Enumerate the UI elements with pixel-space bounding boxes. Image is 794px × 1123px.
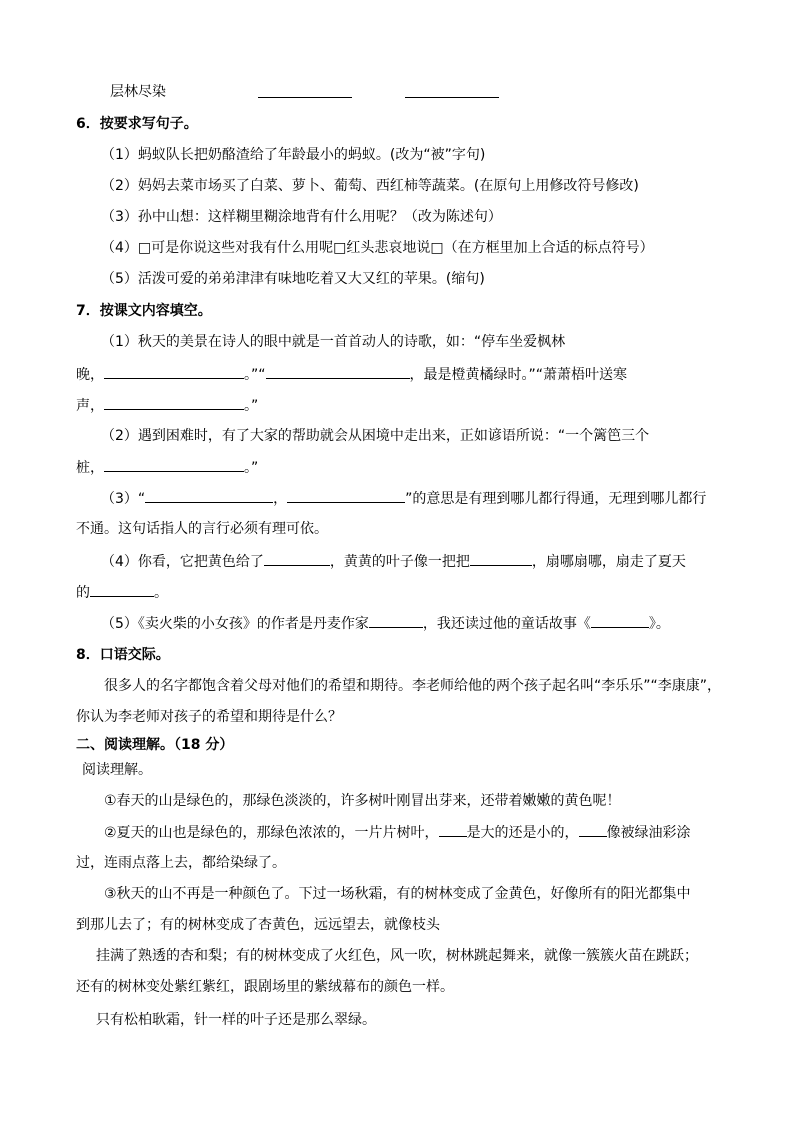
passage-paragraph-3-line1: ③秋天的山不再是一种颜色了。下过一场秋霜，有的树林变成了金黄色，好像所有的阳光都集中 [104, 886, 691, 902]
q7-part2-line1: （2）遇到困难时，有了大家的帮助就会从困境中走出来，正如谚语所说：“一个篱笆三个 [101, 428, 650, 444]
answer-blank[interactable] [579, 822, 607, 837]
text: 。”“ [244, 367, 266, 383]
passage-paragraph-3-line4: 还有的树林变处紫红紫红，跟剧场里的紫绒幕布的颜色一样。 [76, 979, 454, 995]
question-6-item-1: （1）蚂蚁队长把奶酪渣给了年龄最小的蚂蚁。(改为“被”字句) [101, 147, 486, 163]
text: ，扇哪扇哪，扇走了夏天 [531, 554, 686, 570]
section-2-heading: 二、阅读理解。（18 分） [76, 737, 234, 753]
question-6-item-3: （3）孙中山想：这样糊里糊涂地背有什么用呢？（改为陈述句） [101, 209, 502, 225]
q7-part1-line1: （1）秋天的美景在诗人的眼中就是一首首动人的诗歌，如：“停车坐爱枫林 [101, 334, 566, 350]
text: ，最是橙黄橘绿时。”“萧萧梧叶送寒 [409, 367, 628, 383]
answer-blank[interactable] [104, 364, 244, 379]
answer-blank[interactable] [264, 551, 330, 566]
question-6-item-2: （2）妈妈去菜市场买了白菜、萝卜、葡萄、西红柿等蔬菜。(在原句上用修改符号修改) [101, 178, 639, 194]
passage-paragraph-2-line2: 过，连雨点落上去，都给染绿了。 [76, 855, 286, 871]
text: （5）《卖火柴的小女孩》的作者是丹麦作家 [101, 616, 369, 632]
q7-part1-line3 [76, 395, 258, 416]
answer-blank[interactable] [287, 488, 405, 503]
q7-part4-line1 [101, 551, 686, 572]
answer-blank[interactable] [266, 364, 410, 379]
text: （3）“ [101, 491, 146, 507]
question-6-heading: 6．按要求写句子。 [76, 116, 198, 132]
text: 。 [154, 585, 168, 601]
q8-line2: 你认为李老师对孩子的希望和期待是什么？ [76, 709, 342, 725]
q7-part4-line2 [76, 582, 168, 603]
q8-line1: 很多人的名字都饱含着父母对他们的希望和期待。李老师给他的两个孩子起名叫“李乐乐”“李康康”， [104, 678, 722, 694]
question-6-item-4: （4）□可是你说这些对我有什么用呢□红头悲哀地说□（在方框里加上合适的标点符号） [101, 240, 654, 256]
text: ， [273, 491, 288, 507]
answer-blank[interactable] [470, 551, 532, 566]
passage-paragraph-1: ①春天的山是绿色的，那绿色淡淡的，许多树叶刚冒出芽来，还带着嫩嫩的黄色呢！ [104, 793, 621, 809]
answer-blank[interactable] [439, 822, 467, 837]
text: 》。 [648, 616, 670, 632]
q7-part1-line2 [76, 364, 627, 385]
passage-paragraph-3-line3: 挂满了熟透的杏和梨；有的树林变成了火红色，风一吹，树林跳起舞来，就像一簇簇火苗在跳跃； [96, 948, 698, 964]
text: 晚， [76, 367, 104, 383]
section-2-subheading: 阅读理解。 [82, 762, 152, 778]
question-6-item-5: （5）活泼可爱的弟弟津津有味地吃着又大又红的苹果。(缩句) [101, 271, 485, 287]
answer-blank[interactable] [104, 395, 244, 410]
answer-blank[interactable] [591, 613, 649, 628]
answer-blank[interactable] [405, 97, 499, 98]
text: 声， [76, 398, 104, 414]
text: ，我还读过他的童话故事《 [422, 616, 591, 632]
text: 。” [244, 398, 259, 414]
text: ，黄黄的叶子像一把把 [329, 554, 470, 570]
passage-paragraph-2-line1 [104, 822, 691, 843]
text: 是大的还是小的， [466, 825, 579, 841]
text: ②夏天的山也是绿色的，那绿色浓浓的，一片片树叶， [104, 825, 439, 841]
q7-part3-line1 [101, 488, 706, 509]
answer-blank[interactable] [258, 97, 352, 98]
text: 。” [244, 460, 259, 476]
text: ”的意思是有理到哪儿都行得通，无理到哪儿都行 [405, 491, 707, 507]
passage-paragraph-4: 只有松柏耿霜，针一样的叶子还是那么翠绿。 [96, 1012, 376, 1028]
text: 桩， [76, 460, 104, 476]
text: 的 [76, 585, 90, 601]
question-7-heading: 7．按课文内容填空。 [76, 303, 212, 319]
q7-part5-line1 [101, 613, 670, 634]
word-item: 层林尽染 [110, 84, 166, 100]
text: （4）你看，它把黄色给了 [101, 554, 264, 570]
answer-blank[interactable] [90, 582, 154, 597]
passage-paragraph-3-line2: 到那儿去了；有的树林变成了杏黄色，远远望去，就像枝头 [76, 917, 440, 933]
q7-part2-line2 [76, 457, 258, 478]
answer-blank[interactable] [369, 613, 423, 628]
text: 像被绿油彩涂 [606, 825, 691, 841]
question-8-heading: 8．口语交际。 [76, 647, 170, 663]
q7-part3-line2: 不通。这句话指人的言行必须有理可依。 [76, 521, 328, 537]
answer-blank[interactable] [145, 488, 273, 503]
answer-blank[interactable] [104, 457, 244, 472]
